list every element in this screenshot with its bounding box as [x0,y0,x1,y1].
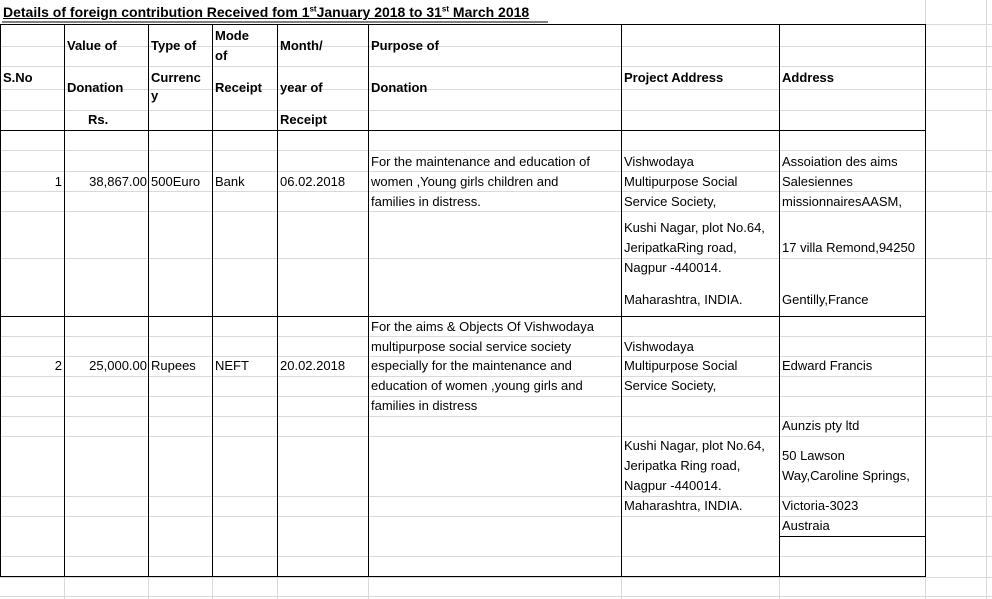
row2-purpose-line5: families in distress [371,398,478,413]
header-value-line2: Donation [67,80,124,95]
header-purpose-line1: Purpose of [371,38,439,53]
row1-project-address-line4: Kushi Nagar, plot No.64, [624,220,765,235]
row1-date: 06.02.2018 [280,174,346,189]
header-type-line3: y [151,88,159,103]
row2-address-line3: 50 Lawson [782,448,845,463]
row1-address-line1: Assoiation des aims [782,154,898,169]
row2-purpose-line2: multipurpose social service society [371,339,572,354]
row1-project-address-line2: Multipurpose Social [624,174,738,189]
row2-purpose-line4: education of women ,young girls and [371,378,583,393]
row2-purpose-line1: For the aims & Objects Of Vishwodaya [371,319,595,334]
row1-purpose-line2: women ,Young girls children and [371,174,559,189]
header-project-address: Project Address [624,70,724,85]
row1-value: 38,867.00 [89,174,147,189]
header-month-line2: year of [280,80,323,95]
header-mode-line1: Mode [215,28,249,43]
row2-project-address-line5: Jeripatka Ring road, [624,458,741,473]
header-month-line1: Month/ [280,38,323,53]
row1-address-line4: 17 villa Remond,94250 [782,240,915,255]
row2-project-address-line6: Nagpur -440014. [624,478,722,493]
header-month-line3: Receipt [280,112,327,127]
row1-project-address-line7: Maharashtra, INDIA. [624,292,743,307]
row2-project-address-line7: Maharashtra, INDIA. [624,498,743,513]
header-type-line1: Type of [151,38,197,53]
row1-currency: 500Euro [151,174,201,189]
row2-address-line2: Aunzis pty ltd [782,418,860,433]
row2-value: 25,000.00 [89,358,147,373]
row2-mode: NEFT [215,358,249,373]
row2-address-line1: Edward Francis [782,358,873,373]
sheet-title [3,4,529,20]
row1-address-line2: Salesiennes [782,174,853,189]
title-text-1: Details of foreign contribution Received fom 1 [3,4,310,20]
row1-project-address-line5: JeripatkaRing road, [624,240,737,255]
title-sup-1: st [309,4,317,14]
title-text-2: January 2018 to 31 [316,4,442,20]
title-sup-2: st [441,4,450,14]
row1-purpose-line3: families in distress. [371,194,481,209]
row1-project-address-line6: Nagpur -440014. [624,260,722,275]
header-mode-line3: Receipt [215,80,262,95]
row2-currency: Rupees [151,358,196,373]
row1-mode: Bank [215,174,245,189]
row1-sno: 1 [54,174,62,189]
header-mode-line2: of [215,48,228,63]
row2-address-line5: Victoria-3023 [782,498,859,513]
header-type-line2: Currenc [151,70,201,85]
header-purpose-line2: Donation [371,80,428,95]
row2-sno: 2 [54,358,62,373]
row1-project-address-line3: Service Society, [624,194,717,209]
row1-address-line5: Gentilly,France [782,292,869,307]
row2-project-address-line3: Service Society, [624,378,717,393]
row2-purpose-line3: especially for the maintenance and [371,358,572,373]
row1-address-line3: missionnairesAASM, [782,194,902,209]
header-address: Address [782,70,835,85]
row2-date: 20.02.2018 [280,358,346,373]
row2-project-address-line4: Kushi Nagar, plot No.64, [624,438,765,453]
row2-address-line6: Austraia [782,518,830,533]
row2-address-line4: Way,Caroline Springs, [782,468,910,483]
row2-project-address-line2: Multipurpose Social [624,358,738,373]
row2-project-address-line1: Vishwodaya [624,339,694,354]
title-text-3: March 2018 [449,4,530,20]
header-value-line3: Rs. [88,112,109,127]
row1-purpose-line1: For the maintenance and education of [371,154,590,169]
header-value-line1: Value of [67,38,117,53]
row1-project-address-line1: Vishwodaya [624,154,694,169]
header-sno: S.No [3,70,33,85]
